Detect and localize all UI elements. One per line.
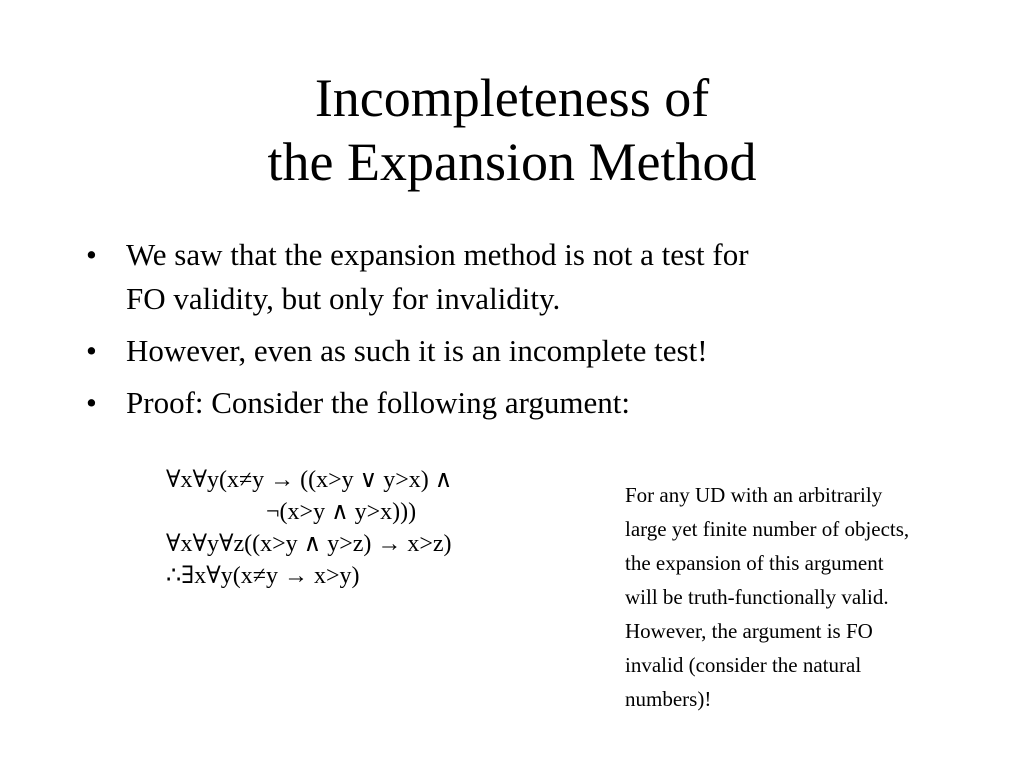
note-line: large yet finite number of objects, [625,517,910,541]
bullet-text-line: We saw that the expansion method is not a test for [126,237,749,272]
note-line: numbers)! [625,687,712,711]
note-line: For any UD with an arbitrarily [625,483,883,507]
argument-formulas [166,464,596,592]
slide-title [0,66,1024,194]
bullet-text-line: Proof: Consider the following argument: [126,385,630,420]
note-line: invalid (consider the natural [625,653,862,677]
title-line-1: Incompleteness of [314,68,710,128]
bullet-text-line: FO validity, but only for invalidity. [126,281,561,316]
premise-1-line-a: ∀x∀y(x≠y → ((x>y ∨ y>x) ∧ [166,467,453,493]
bullet-list [86,233,956,433]
bullet-marker: • [86,385,97,420]
title-line-2: the Expansion Method [267,132,757,192]
conclusion: ∴∃x∀y(x≠y → x>y) [166,563,360,589]
bullet-item [86,381,956,425]
premise-2: ∀x∀y∀z((x>y ∧ y>z) → x>z) [166,531,452,557]
bullet-item [86,233,956,321]
bullet-text-line: However, even as such it is an incomplete test! [126,333,708,368]
bullet-item [86,329,956,373]
premise-1-line-b: ¬(x>y ∧ y>x))) [266,499,417,525]
bullet-marker: • [86,237,97,272]
note-line: the expansion of this argument [625,551,884,575]
bullet-marker: • [86,333,97,368]
note-line: However, the argument is FO [625,619,873,643]
side-note [625,478,1015,716]
note-line: will be truth-functionally valid. [625,585,889,609]
